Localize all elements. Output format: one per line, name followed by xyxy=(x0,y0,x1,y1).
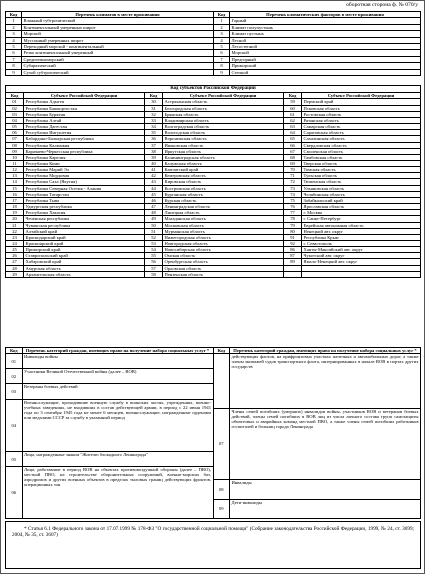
region-code: 73 xyxy=(284,185,302,191)
footnote-text: * Статья 6.1 Федерального закона от 17.07.1999 № 178-ФЗ "О государственной социальной помощи" (Собрание законодательства Российской Федерации, 1999, № 24, ст. 3699; 2004, № 35, ст. 3607) xyxy=(12,526,414,539)
climate-factor-code: 9 xyxy=(214,69,230,75)
region-name: Республика Дагестан xyxy=(24,124,145,130)
categories-right-column xyxy=(213,348,420,518)
climate-factor-code: 8 xyxy=(214,63,230,69)
region-name: Томская область xyxy=(302,167,421,173)
region-code: 27 xyxy=(6,259,24,265)
climate-table xyxy=(5,11,421,76)
region-name: Рязанская область xyxy=(302,117,421,123)
region-code: 18 xyxy=(6,204,24,210)
climate-code: 8 xyxy=(6,63,22,69)
categories-section xyxy=(5,347,421,519)
region-code: 63 xyxy=(284,124,302,130)
climate-row xyxy=(6,69,421,75)
region-code: 12 xyxy=(6,167,24,173)
region-code: 79 xyxy=(284,222,302,228)
category-code: 04 xyxy=(6,399,22,452)
header-subject: Субъект Российской Федерации xyxy=(302,93,421,99)
region-code: 76 xyxy=(284,204,302,210)
header-subject: Субъект Российской Федерации xyxy=(163,93,284,99)
region-name: Ленинградская область xyxy=(163,204,284,210)
header-categories: Перечень категорий граждан, имеющих право на получение набора социальных услуг * xyxy=(230,348,421,354)
category-code: 05 xyxy=(6,452,22,467)
region-code: 26 xyxy=(6,253,24,259)
region-code: 67 xyxy=(284,148,302,154)
region-code: 04 xyxy=(6,117,24,123)
region-name: Иркутская область xyxy=(163,148,284,154)
category-row xyxy=(6,452,213,467)
climate-factor-name: Лесостепной xyxy=(230,44,421,50)
region-name: Еврейская автономная область xyxy=(302,222,421,228)
climate-name: Субарктический xyxy=(22,63,214,69)
region-name: Белгородская область xyxy=(163,105,284,111)
header-code: Код xyxy=(6,348,22,354)
category-code: 02 xyxy=(6,369,22,384)
region-name: Липецкая область xyxy=(163,210,284,216)
climate-name: Переходный морской - континентальный xyxy=(22,44,214,50)
category-code: 03 xyxy=(6,384,22,399)
category-code: 09 xyxy=(214,499,230,518)
header-climates: Перечень климатов в месте проживания xyxy=(22,12,214,18)
region-name: Самарская область xyxy=(302,124,421,130)
climate-name: Муссонный умеренных широт xyxy=(22,37,214,43)
climate-factor-code: 3 xyxy=(214,31,230,37)
region-code: 01 xyxy=(6,99,24,105)
region-name: Калининградская область xyxy=(163,154,284,160)
climate-name: Континентальный умеренных широт xyxy=(22,24,214,30)
region-code: 03 xyxy=(6,111,24,117)
region-name: Владимирская область xyxy=(163,117,284,123)
region-code: 72 xyxy=(284,179,302,185)
climate-factor-name: Климат пустынь xyxy=(230,31,421,37)
region-name: Калужская область xyxy=(163,160,284,166)
region-code: 29 xyxy=(6,271,24,277)
region-row xyxy=(6,271,421,277)
region-name: Республика Крым xyxy=(302,234,421,240)
region-name: Ярославская область xyxy=(302,204,421,210)
climate-factor-code: 6 xyxy=(214,50,230,56)
region-code: 17 xyxy=(6,197,24,203)
region-name: Ханты-Мансийский авт. округ xyxy=(302,247,421,253)
region-code: 87 xyxy=(284,253,302,259)
region-code: 25 xyxy=(6,247,24,253)
regions-section xyxy=(5,85,421,278)
category-code: 08 xyxy=(214,479,230,499)
region-code: 23 xyxy=(6,234,24,240)
region-name: Пермский край xyxy=(302,99,421,105)
category-text: Инвалиды xyxy=(230,479,421,499)
region-code: 75 xyxy=(284,197,302,203)
region-code: 46 xyxy=(145,197,163,203)
region-code: 32 xyxy=(145,111,163,117)
climate-table-section xyxy=(5,11,421,76)
climate-factor-code: 5 xyxy=(214,44,230,50)
region-code: 52 xyxy=(145,234,163,240)
region-name: Свердловская область xyxy=(302,142,421,148)
region-name: Астраханская область xyxy=(163,99,284,105)
region-code: 33 xyxy=(145,117,163,123)
region-code: 31 xyxy=(145,105,163,111)
region-code: 78 xyxy=(284,216,302,222)
region-name: Забайкальский край xyxy=(302,197,421,203)
regions-table-header xyxy=(6,93,421,99)
region-name: Омская область xyxy=(163,253,284,259)
region-name: Республика Тыва xyxy=(24,197,145,203)
region-name: Краснодарский край xyxy=(24,234,145,240)
region-code: 09 xyxy=(6,148,24,154)
region-name: Республика Адыгея xyxy=(24,99,145,105)
categories-layout xyxy=(6,348,420,518)
region-code: 14 xyxy=(6,179,24,185)
categories-right-table xyxy=(214,348,421,518)
climate-code: 1 xyxy=(6,18,22,24)
climate-code: 7 xyxy=(6,56,22,62)
category-row xyxy=(6,354,213,369)
climate-code: 2 xyxy=(6,24,22,30)
region-name: Ямало-Ненецкий авт. округ xyxy=(302,259,421,265)
region-name: Приморский край xyxy=(24,247,145,253)
climate-code: 4 xyxy=(6,37,22,43)
region-name: Нижегородская область xyxy=(163,234,284,240)
region-code: 43 xyxy=(145,179,163,185)
region-name: Курская область xyxy=(163,197,284,203)
region-code: 47 xyxy=(145,204,163,210)
region-name: Воронежская область xyxy=(163,136,284,142)
region-code: 10 xyxy=(6,154,24,160)
region-name: Мурманская область xyxy=(163,228,284,234)
region-code: 58 xyxy=(145,271,163,277)
category-row xyxy=(6,384,213,399)
header-subject: Субъект Российской Федерации xyxy=(24,93,145,99)
region-code: 61 xyxy=(284,111,302,117)
region-name: Кировская область xyxy=(163,179,284,185)
region-code: 41 xyxy=(145,167,163,173)
region-code: 07 xyxy=(6,136,24,142)
category-code xyxy=(214,354,230,408)
region-name: Республика Саха (Якутия) xyxy=(24,179,145,185)
climate-factor-code: 7 xyxy=(214,56,230,62)
region-name: Красноярский край xyxy=(24,241,145,247)
region-code: 68 xyxy=(284,154,302,160)
header-climate-factors: Перечень климатических факторов в месте проживания xyxy=(230,12,421,18)
header-code: Код xyxy=(6,93,24,99)
region-code: 16 xyxy=(6,191,24,197)
region-code: 80 xyxy=(284,228,302,234)
region-code: 50 xyxy=(145,222,163,228)
region-name: Республика Башкортостан xyxy=(24,105,145,111)
region-name: Чеченская республика xyxy=(24,216,145,222)
climate-code: 9 xyxy=(6,69,22,75)
region-code: 55 xyxy=(145,253,163,259)
category-row xyxy=(214,499,421,518)
region-code: 44 xyxy=(145,185,163,191)
region-code: 56 xyxy=(145,259,163,265)
region-name: Республика Ингушетия xyxy=(24,130,145,136)
category-text: Члены семей погибших (умерших) инвалидов войны, участников ВОВ и ветеранов боевых действий, члены семей погибших в ВОВ лиц из числа личного состава групп самозащиты объектовых и аварийных команд местной ПВО, а также члены семей погибших работников госпиталей и больниц города Ленинграда xyxy=(230,408,421,479)
header-code: Код xyxy=(284,93,302,99)
region-name: Хабаровский край xyxy=(24,259,145,265)
region-name: Ростовская область xyxy=(302,111,421,117)
category-row xyxy=(214,479,421,499)
region-name: Пензенская область xyxy=(163,271,284,277)
region-code: 49 xyxy=(145,216,163,222)
region-code: 39 xyxy=(145,154,163,160)
region-code: 74 xyxy=(284,191,302,197)
region-name: Республика Калмыкия xyxy=(24,142,145,148)
category-row xyxy=(6,369,213,384)
region-code: 06 xyxy=(6,130,24,136)
region-code: 71 xyxy=(284,173,302,179)
region-code: 62 xyxy=(284,117,302,123)
climate-factor-code: 4 xyxy=(214,37,230,43)
header-categories: Перечень категорий граждан, имеющих право на получение набора социальных услуг * xyxy=(22,348,213,354)
region-code: 34 xyxy=(145,124,163,130)
region-code: 40 xyxy=(145,160,163,166)
region-name: Республика Коми xyxy=(24,160,145,166)
region-name: Московская область xyxy=(163,222,284,228)
region-code: 89 xyxy=(284,259,302,265)
region-code: 21 xyxy=(6,222,24,228)
region-name: Вологодская область xyxy=(163,130,284,136)
region-code: 51 xyxy=(145,228,163,234)
region-code: 77 xyxy=(284,210,302,216)
category-text: Дети-инвалиды xyxy=(231,499,263,505)
region-name: Республика Мордовия xyxy=(24,173,145,179)
region-code: 57 xyxy=(145,265,163,271)
categories-left-column xyxy=(6,348,213,518)
region-code: 48 xyxy=(145,210,163,216)
climate-name: Сухой субтропический xyxy=(22,69,214,75)
form-reference-note: оборотная сторона ф. № 070/у xyxy=(346,2,418,8)
region-code: 91 xyxy=(284,234,302,240)
category-text: Военнослужащие, проходившие военную службу в воинских частях, учреждениях, военно-учебных заведениях, не входивших в состав действующей армии, в период с 22 июня 1941 года по 3 сентября 1945 года не менее 6 месяцев, военнослужащие, награжденные орденами или медалями СССР за службу в указанный период xyxy=(22,399,213,452)
climate-name: Морской xyxy=(22,31,214,37)
region-name: Чукотский авт. округ xyxy=(302,253,421,259)
region-name: Удмуртская республика xyxy=(24,204,145,210)
region-name: Республика Марий Эл xyxy=(24,167,145,173)
category-text: Лица, награжденные знаком "Жителю блокадного Ленинграда" xyxy=(22,452,213,467)
climate-code: 3 xyxy=(6,31,22,37)
climate-factor-code: 1 xyxy=(214,18,230,24)
region-name: Волгоградская область xyxy=(163,124,284,130)
region-name: Магаданская область xyxy=(163,216,284,222)
category-text: Инвалиды войны xyxy=(22,354,213,369)
region-code: 11 xyxy=(6,160,24,166)
region-name: Республика Бурятия xyxy=(24,111,145,117)
region-name: Курганская область xyxy=(163,191,284,197)
climate-code: 5 xyxy=(6,44,22,50)
category-code: 07 xyxy=(214,408,230,479)
region-name: Тамбовская область xyxy=(302,154,421,160)
region-name: Республика Хакасия xyxy=(24,210,145,216)
category-code: 06 xyxy=(6,467,22,518)
category-text: Участники Великой Отечественной войны (далее – ВОВ) xyxy=(22,369,213,384)
region-code: 08 xyxy=(6,142,24,148)
region-code: 66 xyxy=(284,142,302,148)
region-code: 65 xyxy=(284,136,302,142)
header-code: Код xyxy=(6,12,22,18)
footnote xyxy=(5,521,421,569)
region-name: Алтайский край xyxy=(24,228,145,234)
region-name: Новгородская область xyxy=(163,241,284,247)
region-code: 38 xyxy=(145,148,163,154)
category-text: действующих флотов, на прифронтовых участках железных и автомобильных дорог, а также члены экипажей судов транспортного флота, интернированных в начале ВОВ в портах других государств xyxy=(230,354,421,408)
region-code: 64 xyxy=(284,130,302,136)
region-name: Чувашская республика xyxy=(24,222,145,228)
climate-factor-name: Морской xyxy=(230,50,421,56)
region-name: Новосибирская область xyxy=(163,247,284,253)
region-name: Архангельская область xyxy=(24,271,145,277)
region-code: 54 xyxy=(145,247,163,253)
region-code: 37 xyxy=(145,142,163,148)
region-code: 45 xyxy=(145,191,163,197)
region-name: Псковская область xyxy=(302,105,421,111)
climate-factor-name: Предгорный xyxy=(230,56,421,62)
region-name: Ставропольский край xyxy=(24,253,145,259)
region-code xyxy=(284,271,302,277)
region-code: 02 xyxy=(6,105,24,111)
region-code: 28 xyxy=(6,265,24,271)
region-code: 35 xyxy=(145,130,163,136)
categories-left-table xyxy=(6,348,213,518)
climate-factor-code: 2 xyxy=(214,24,230,30)
header-code: Код xyxy=(214,348,230,354)
region-code: 69 xyxy=(284,160,302,166)
region-name: Сахалинская область xyxy=(302,136,421,142)
climate-code: 6 xyxy=(6,50,22,56)
region-name: г. Москва xyxy=(302,210,421,216)
region-name: Смоленская область xyxy=(302,148,421,154)
region-name: Республика Татарстан xyxy=(24,191,145,197)
category-row xyxy=(6,399,213,452)
category-row xyxy=(6,467,213,518)
region-name: Оренбургская область xyxy=(163,259,284,265)
region-code: 15 xyxy=(6,185,24,191)
region-name: Саратовская область xyxy=(302,130,421,136)
region-name: Кабардино-Балкарская республика xyxy=(24,136,145,142)
climate-factor-name: Климат полупустынь xyxy=(230,24,421,30)
region-code: 20 xyxy=(6,216,24,222)
region-name: Карачаево-Черкесская республика xyxy=(24,148,145,154)
climate-name: Резко континентальный умеренный xyxy=(22,50,214,56)
region-name: г. Санкт-Петербург xyxy=(302,216,421,222)
climate-name: Средиземноморский xyxy=(22,56,214,62)
region-code: 70 xyxy=(284,167,302,173)
regions-table xyxy=(5,92,421,278)
region-code: 42 xyxy=(145,173,163,179)
region-name: Тульская область xyxy=(302,173,421,179)
region-name: Костромская область xyxy=(163,185,284,191)
region-name: Камчатский край xyxy=(163,167,284,173)
region-code: 60 xyxy=(284,105,302,111)
region-code: 24 xyxy=(6,241,24,247)
header-code: Код xyxy=(145,93,163,99)
region-name: Тюменская область xyxy=(302,179,421,185)
region-code: 13 xyxy=(6,173,24,179)
climate-factor-name: Лесной xyxy=(230,37,421,43)
regions-title: Код субъектов Российской Федерации xyxy=(5,85,421,92)
region-code: 92 xyxy=(284,241,302,247)
region-name: Тверская область xyxy=(302,160,421,166)
category-code: 01 xyxy=(6,354,22,369)
category-row xyxy=(214,354,421,408)
region-code: 36 xyxy=(145,136,163,142)
region-code: 19 xyxy=(6,210,24,216)
region-name: Ивановская область xyxy=(163,142,284,148)
category-row xyxy=(214,408,421,479)
category-text: Лица, работавшие в период ВОВ на объектах противовоздушной обороны (далее – ПВО), местной ПВО, на строительстве оборонительных сооружений, военно-морских баз, аэродромов и других военных объектов в пределах тыловых границ действующих фронтов, операционных зон xyxy=(24,467,211,488)
climate-factor-name: Горный xyxy=(230,18,421,24)
region-name: Республика Северная Осетия - Алания xyxy=(24,185,145,191)
region-name xyxy=(302,271,421,277)
region-name: Амурская область xyxy=(24,265,145,271)
header-code: Код xyxy=(214,12,230,18)
region-code: 59 xyxy=(284,99,302,105)
region-name: Кемеровская область xyxy=(163,173,284,179)
region-code: 22 xyxy=(6,228,24,234)
region-name: Ульяновская область xyxy=(302,185,421,191)
region-name: Челябинская область xyxy=(302,191,421,197)
region-name: Республика Алтай xyxy=(24,117,145,123)
region-name: Орловская область xyxy=(163,265,284,271)
region-name: г. Севастополь xyxy=(302,241,421,247)
region-code: 53 xyxy=(145,241,163,247)
climate-name: Влажный субтропический xyxy=(22,18,214,24)
climate-factor-name: Приморский xyxy=(230,63,421,69)
region-name: Республика Карелия xyxy=(24,154,145,160)
region-code: 30 xyxy=(145,99,163,105)
region-name: Ненецкий авт. округ xyxy=(302,228,421,234)
region-code: 05 xyxy=(6,124,24,130)
region-name: Брянская область xyxy=(163,111,284,117)
category-text: Ветераны боевых действий xyxy=(22,384,213,399)
climate-factor-name: Степной xyxy=(230,69,421,75)
region-code: 86 xyxy=(284,247,302,253)
